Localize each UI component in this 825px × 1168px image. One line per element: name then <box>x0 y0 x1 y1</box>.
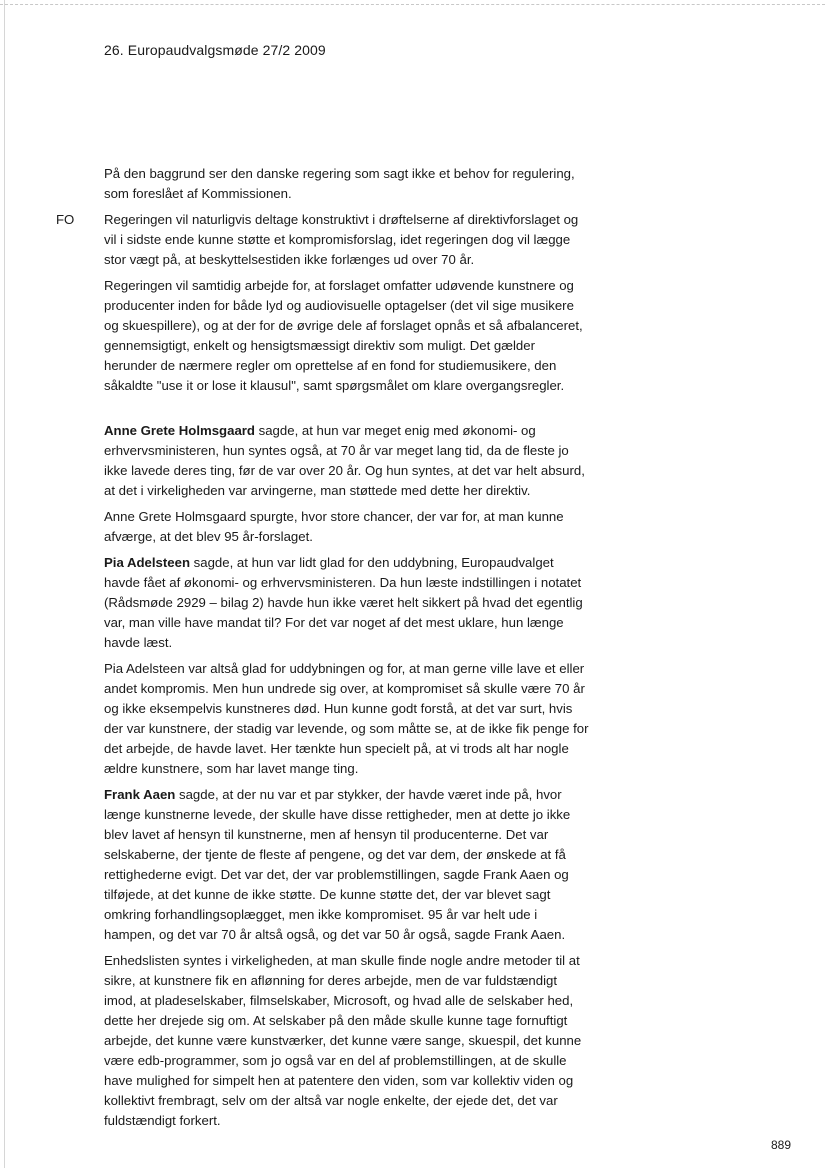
paragraph <box>104 164 589 204</box>
paragraph-text: Regeringen vil naturligvis deltage konstruktivt i drøftelserne af direktivforslaget og vil i sidste ende kunne støtte et kompromisforslag, idet regeringen dog vil lægge stor vægt på, at beskyttelsestiden ikke forlænges ud over 70 år. <box>104 212 579 267</box>
paragraph-text: På den baggrund ser den danske regering som sagt ikke et behov for regulering, som foreslået af Kommissionen. <box>104 166 575 201</box>
paragraph-text: sagde, at hun var meget enig med økonomi- og erhvervsministeren, hun syntes også, at 70 år var meget lang tid, da de fleste jo ikke lavede deres ting, før de var over 20 år. Og hun syntes, at det var helt absurd, at det i virkeligheden var arvingerne, man støttede med dette her direktiv. <box>104 423 585 498</box>
margin-marker: FO <box>56 212 75 227</box>
paragraph <box>104 553 589 653</box>
paragraph-text: sagde, at hun var lidt glad for den uddybning, Europaudvalget havde fået af økonomi- og erhvervsministeren. Da hun læste indstillingen i notatet (Rådsmøde 2929 – bilag 2) havde hun ikke været helt sikkert på hvad det egentlig var, man ville have mandat til? For det var noget af det mest uklare, hun længe havde læst. <box>104 555 583 650</box>
document-header: 26. Europaudvalgsmøde 27/2 2009 <box>104 42 326 58</box>
paragraph <box>104 951 589 1131</box>
paragraph-text: Pia Adelsteen var altså glad for uddybningen og for, at man gerne ville lave et eller andet kompromis. Men hun undrede sig over, at kompromiset så skulle være 70 år og ikke eksempelvis kunstneres død. Hun kunne godt forstå, at det var surt, hvis der var kunstnere, der stadig var levende, og som måtte se, at de ikke fik penge for det arbejde, de havde lavet. Her tænkte hun specielt på, at vi trods alt har nogle ældre kunstnere, som har lavet mange ting. <box>104 661 589 776</box>
paragraph <box>104 659 589 779</box>
paragraph-text: Enhedslisten syntes i virkeligheden, at man skulle finde nogle andre metoder til at sikre, at kunstnere fik en aflønning for deres arbejde, men de var fuldstændigt imod, at pladeselskaber, filmselskaber, Microsoft, og hvad alle de selskaber hed, dette her drejede sig om. At selskaber på den måde skulle kunne tage fornuftigt arbejde, det kunne være kunstværker, det kunne være sange, skuespil, det kunne være edb-programmer, som jo også var en del af problemstillingen, at de skulle have mulighed for simpelt hen at patentere den viden, som var kollektiv viden og kollektivt frembragt, selv om der altså var nogle enkelte, der ejede det, det var fuldstændigt forkert. <box>104 953 582 1128</box>
speaker-name: Anne Grete Holmsgaard <box>104 423 255 438</box>
speaker-name: Frank Aaen <box>104 787 176 802</box>
paragraph-text: Anne Grete Holmsgaard spurgte, hvor store chancer, der var for, at man kunne afværge, at det blev 95 år-forslaget. <box>104 509 564 544</box>
paragraph <box>56 210 589 270</box>
paragraph <box>104 785 589 945</box>
document-body <box>56 164 589 1137</box>
paragraph <box>104 421 589 501</box>
paragraph <box>104 276 589 396</box>
page-left-edge <box>4 0 5 1168</box>
paragraph-text: sagde, at der nu var et par stykker, der havde været inde på, hvor længe kunstnerne levede, der skulle have disse rettigheder, men at dette jo ikke blev lavet af hensyn til kunstnerne, men af hensyn til producenterne. Det var selskaberne, der tjente de fleste af pengene, og det var dem, der ønskede at få rettighederne evigt. Det var det, der var problemstillingen, sagde Frank Aaen og tilføjede, at det kunne de ikke støtte. De kunne støtte det, der var blevet sagt omkring forhandlingsoplægget, men ikke kompromiset. 95 år var helt ude i hampen, og det var 70 år altså også, og det var 50 år også, sagde Frank Aaen. <box>104 787 571 942</box>
paragraph <box>104 507 589 547</box>
page-top-edge <box>0 4 825 5</box>
paragraph-text: Regeringen vil samtidig arbejde for, at forslaget omfatter udøvende kunstnere og producenter inden for både lyd og audiovisuelle optagelser (det vil sige musikere og skuespillere), og at der for de øvrige dele af forslaget opnås et så afbalanceret, gennemsigtigt, enkelt og hensigtsmæssigt direktiv som muligt. Det gælder herunder de nærmere regler om oprettelse af en fond for studiemusikere, den såkaldte "use it or lose it klausul", samt spørgsmålet om klare overgangsregler. <box>104 278 583 393</box>
speaker-name: Pia Adelsteen <box>104 555 190 570</box>
page-number: 889 <box>771 1138 792 1152</box>
